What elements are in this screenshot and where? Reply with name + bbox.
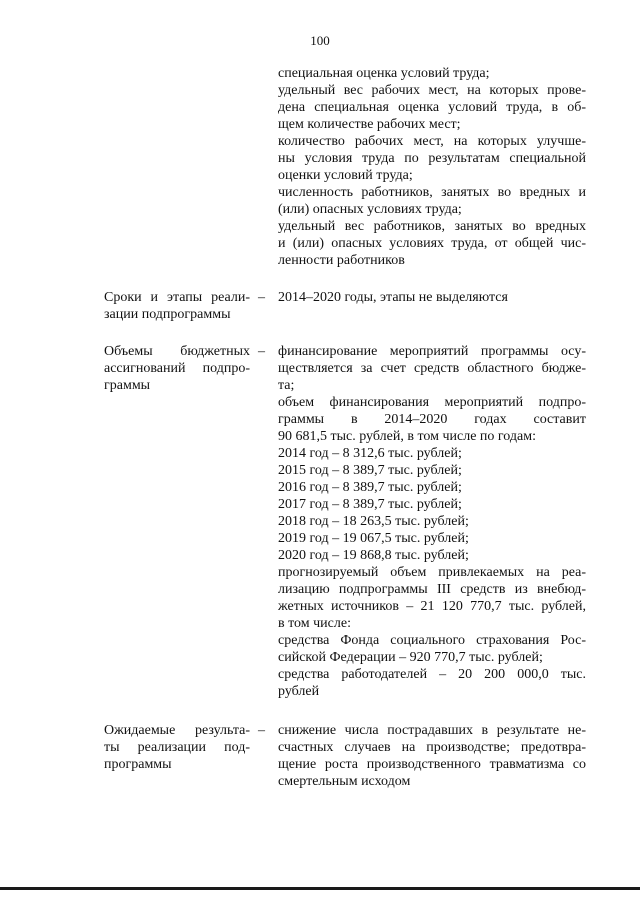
indicator-line: специальная оценка условий труда;: [278, 66, 490, 81]
label-line: ассигнований подпро-: [104, 361, 250, 376]
content-line: в том числе:: [278, 616, 351, 631]
content-line: финансирование мероприятий программы осу-: [278, 344, 586, 359]
indicators-list: [278, 65, 586, 269]
content-line: граммы в 2014–2020 годах составит: [278, 412, 586, 427]
indicator-line: количество рабочих мест, на которых улучше-: [278, 134, 586, 149]
section-content: [278, 722, 586, 790]
content-line: 2015 год – 8 389,7 тыс. рублей;: [278, 463, 462, 478]
content-line: 2016 год – 8 389,7 тыс. рублей;: [278, 480, 462, 495]
content-line: 2014 год – 8 312,6 тыс. рублей;: [278, 446, 462, 461]
content-line: средства работодателей – 20 200 000,0 тыс.: [278, 667, 586, 682]
label-line: граммы: [104, 378, 151, 393]
indicator-line: удельный вес работников, занятых во вредных: [278, 219, 586, 234]
content-line: жетных источников – 21 120 770,7 тыс. рублей,: [278, 599, 586, 614]
content-line: рублей: [278, 684, 320, 699]
indicator-line: численность работников, занятых во вредных и: [278, 185, 586, 200]
content-line: ществляется за счет средств областного бюдже-: [278, 361, 586, 376]
label-line: Объемы бюджетных: [104, 344, 250, 359]
content-line: 2014–2020 годы, этапы не выделяются: [278, 290, 508, 305]
label-line: зации подпрограммы: [104, 307, 231, 322]
content-line: 2020 год – 19 868,8 тыс. рублей;: [278, 548, 469, 563]
section-dash: –: [258, 290, 265, 305]
page-number: 100: [310, 33, 330, 48]
content-line: 2018 год – 18 263,5 тыс. рублей;: [278, 514, 469, 529]
content-line: щение роста производственного травматизма со: [278, 757, 586, 772]
content-line: счастных случаев на производстве; предотвра-: [278, 740, 586, 755]
indicator-line: удельный вес рабочих мест, на которых прове-: [278, 83, 586, 98]
indicator-line: оценки условий труда;: [278, 168, 413, 183]
indicator-line: щем количестве рабочих мест;: [278, 117, 461, 132]
content-line: снижение числа пострадавших в результате не-: [278, 723, 586, 738]
content-line: лизацию подпрограммы III средств из внебюд-: [278, 582, 586, 597]
section-label: [104, 289, 250, 323]
label-line: Ожидаемые результа-: [104, 723, 250, 738]
indicator-line: и (или) опасных условиях труда, от общей чис-: [278, 236, 586, 251]
content-line: сийской Федерации – 920 770,7 тыс. рублей;: [278, 650, 543, 665]
content-line: прогнозируемый объем привлекаемых на реа-: [278, 565, 586, 580]
indicator-line: (или) опасных условиях труда;: [278, 202, 462, 217]
section-dash: –: [258, 723, 265, 738]
bottom-rule: [0, 887, 640, 890]
section-dash: –: [258, 344, 265, 359]
indicator-line: ны условия труда по результатам специальной: [278, 151, 586, 166]
content-line: 2019 год – 19 067,5 тыс. рублей;: [278, 531, 469, 546]
section-content: [278, 343, 586, 700]
indicator-line: дена специальная оценка условий труда, в об-: [278, 100, 586, 115]
content-line: 90 681,5 тыс. рублей, в том числе по годам:: [278, 429, 536, 444]
section-label: [104, 722, 250, 773]
label-line: программы: [104, 757, 172, 772]
section-content: [278, 289, 586, 306]
indicator-line: ленности работников: [278, 253, 405, 268]
content-line: объем финансирования мероприятий подпро-: [278, 395, 586, 410]
content-line: средства Фонда социального страхования Рос-: [278, 633, 586, 648]
section-label: [104, 343, 250, 394]
content-line: та;: [278, 378, 295, 393]
content-line: смертельным исходом: [278, 774, 411, 789]
label-line: Сроки и этапы реали-: [104, 290, 250, 305]
label-line: ты реализации под-: [104, 740, 250, 755]
content-line: 2017 год – 8 389,7 тыс. рублей;: [278, 497, 462, 512]
